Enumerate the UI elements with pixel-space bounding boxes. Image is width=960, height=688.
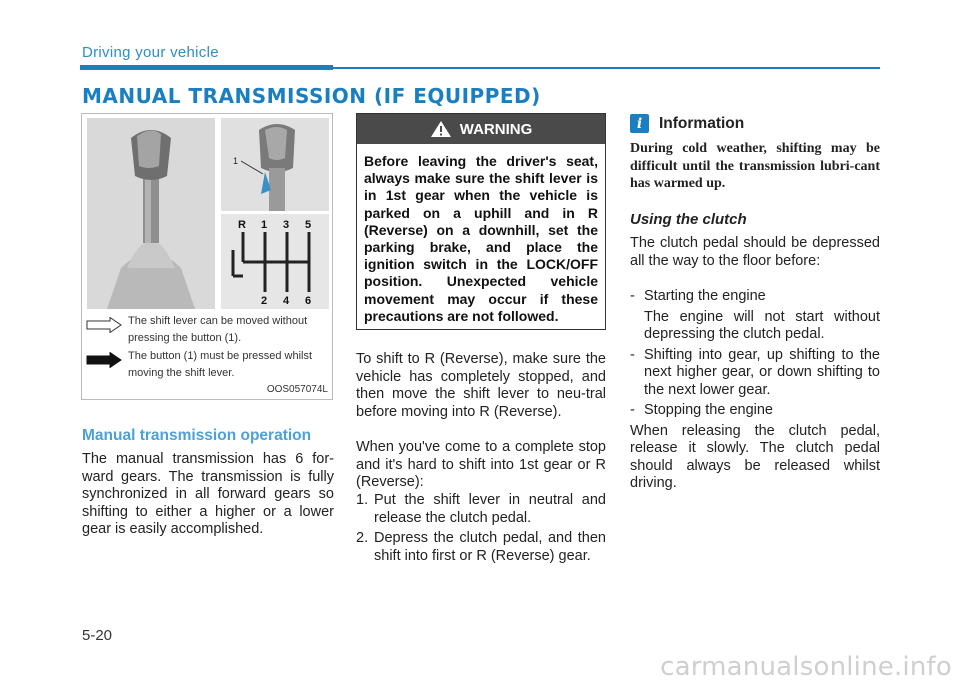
shift-lever-figure bbox=[81, 113, 333, 400]
list-item bbox=[630, 347, 880, 400]
caption-text-1: The shift lever can be moved without pressing the button (1). bbox=[128, 315, 308, 344]
shift-pattern-illustration bbox=[221, 214, 329, 309]
page-number: 5-20 bbox=[82, 627, 113, 644]
shift-lever-photo bbox=[87, 118, 215, 309]
warning-triangle-icon bbox=[430, 120, 452, 138]
info-icon: i bbox=[630, 114, 649, 133]
warning-label: WARNING bbox=[459, 120, 533, 138]
page-title: MANUAL TRANSMISSION (IF EQUIPPED) bbox=[82, 84, 541, 108]
list-item-text: Shifting into gear, up shifting to the next higher gear, or down shifting to the next lower gear. bbox=[644, 346, 880, 398]
info-title: Information bbox=[659, 114, 745, 132]
manual-operation-heading: Manual transmission operation bbox=[82, 427, 312, 444]
list-item bbox=[356, 530, 606, 565]
list-dash: - bbox=[630, 288, 635, 304]
reverse-paragraph: To shift to R (Reverse), make sure the vehicle has completely stopped, and then move the shift lever to neu-tral before moving into R (Reverse). bbox=[356, 351, 606, 420]
warning-header bbox=[357, 114, 605, 144]
step-number: 1. bbox=[356, 492, 369, 508]
gear-label-r: R bbox=[238, 219, 246, 231]
shift-lever-illustration bbox=[87, 118, 215, 309]
header-rule bbox=[333, 67, 880, 69]
figure-code: OOS057074L bbox=[266, 384, 328, 395]
warning-text: Before leaving the driver's seat, always make sure the shift lever is in 1st gear when the vehicle is parked on a uphill and in R (Reverse) on a downhill, set the parking brake, and place the ignition switch in the LOCK/OFF position. Unexpected vehicle movement may occur if these precautions are not followed. bbox=[364, 153, 598, 324]
gear-label-4: 4 bbox=[283, 295, 290, 307]
step-text: Depress the clutch pedal, and then shift into first or R (Reverse) gear. bbox=[374, 530, 606, 564]
gear-label-1: 1 bbox=[261, 219, 268, 231]
caption-text-2: The button (1) must be pressed whilst moving the shift lever. bbox=[128, 350, 313, 379]
outline-arrow-icon bbox=[86, 317, 122, 333]
gear-label-3: 3 bbox=[283, 219, 290, 231]
clutch-heading: Using the clutch bbox=[630, 211, 747, 228]
shift-pattern-inset bbox=[221, 214, 329, 309]
list-item bbox=[630, 402, 880, 420]
header-bar bbox=[80, 65, 333, 70]
list-item bbox=[356, 492, 606, 527]
gear-label-6: 6 bbox=[305, 295, 312, 307]
gear-label-2: 2 bbox=[261, 295, 268, 307]
list-dash: - bbox=[630, 346, 635, 363]
filled-arrow-icon bbox=[86, 352, 122, 368]
stop-paragraph: When you've come to a complete stop and it's hard to shift into 1st gear or R (Reverse): bbox=[356, 439, 606, 490]
info-text: During cold weather, shifting may be difficult until the transmission lubri-cant has warmed up. bbox=[630, 141, 880, 191]
step-number: 2. bbox=[356, 530, 369, 546]
warning-box bbox=[356, 113, 606, 330]
clutch-list bbox=[630, 288, 880, 493]
list-item-text: Starting the engine bbox=[644, 288, 766, 304]
reverse-steps-list bbox=[356, 492, 606, 565]
step-text: Put the shift lever in neutral and release the clutch pedal. bbox=[374, 492, 606, 526]
list-item-note: The engine will not start without depressing the clutch pedal. bbox=[644, 308, 880, 342]
section-header: Driving your vehicle bbox=[82, 44, 219, 61]
manual-operation-paragraph: The manual transmission has 6 for-ward gears. The transmission is fully synchronized in all forward gears so shifting to either a higher or a lower gear is easily accomplished. bbox=[82, 451, 334, 537]
info-header bbox=[630, 114, 744, 133]
caption-outline-arrow bbox=[86, 313, 332, 347]
lever-button-illustration bbox=[221, 118, 329, 211]
watermark: carmanualsonline.info bbox=[660, 652, 952, 682]
caption-filled-arrow bbox=[86, 348, 332, 382]
list-dash: - bbox=[630, 402, 635, 418]
callout-label: 1 bbox=[233, 156, 239, 166]
clutch-outro: When releasing the clutch pedal, release it slowly. The clutch pedal should always be released whilst driving. bbox=[630, 422, 880, 491]
list-item-text: Stopping the engine bbox=[644, 402, 773, 418]
button-detail-inset bbox=[221, 118, 329, 211]
list-item bbox=[630, 288, 880, 306]
gear-label-5: 5 bbox=[305, 219, 312, 231]
clutch-intro: The clutch pedal should be depressed all the way to the floor before: bbox=[630, 235, 880, 269]
